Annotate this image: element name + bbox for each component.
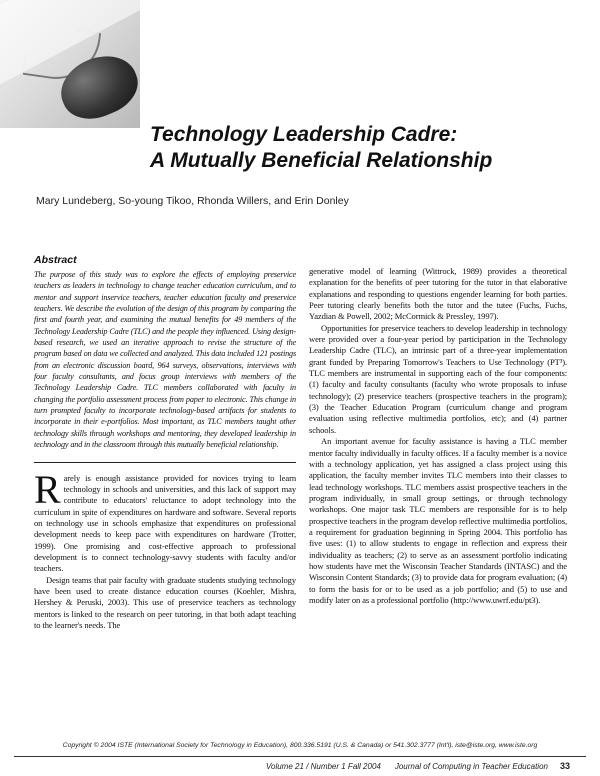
journal-name: Journal of Computing in Teacher Education xyxy=(394,762,548,771)
footer-divider xyxy=(14,756,586,757)
left-column xyxy=(34,254,296,631)
header-photo-computer-mouse xyxy=(0,0,140,128)
volume-info: Volume 21 / Number 1 Fall 2004 xyxy=(265,762,381,771)
article-title xyxy=(150,122,570,174)
abstract-heading: Abstract xyxy=(34,254,77,266)
body-paragraph-2: Opportunities for preservice teachers to develop leadership in technology were provided over a four-year period by participation in the Technology Leadership Cadre (TLC), an intrinsic part of a three-year implementation grant funded by Preparing Tomorrow's Teachers to Use Technology (PT³). TLC members are instrumental in supporting each of the four components: (1) faculty and faculty consultants (faculty who wrote proposals to infuse technology); (2) preservice teachers (prospective teachers in the program); (3) the Teacher Education Program (curriculum change and program evaluation using reflective multimedia portfolios, etc); and (4) partner schools. xyxy=(309,322,567,435)
title-line-2: A Mutually Beneficial Relationship xyxy=(150,149,493,172)
intro-paragraph-1-text: arely is enough assistance provided for novices trying to learn technology in schools and universities, and this lack of support may contribute to educators' reluctance to adopt technology into the curriculum in spite of expenditures on hardware and software. Several reports on technology use in schools emphasize that expenditures on professional development needs to keep pace with expenditures on hardware (Trotter, 1999). One promising and cost-effective approach to professional development is to connect technology-savvy students with faculty and/or teachers. xyxy=(34,472,296,574)
intro-paragraph-2: Design teams that pair faculty with graduate students studying technology have been used to create distance education courses (Koehler, Mishra, Hershey & Peruski, 2003). This use of preservice teachers as technology mentors is linked to the research on peer tutoring, in that both adapt teaching to the learner's needs. The xyxy=(34,574,296,630)
intro-paragraph-1 xyxy=(34,466,296,575)
body-paragraph-1: generative model of learning (Wittrock, 1989) provides a theoretical explanation for the benefits of peer tutoring for the tutor in that elaborative explanations and responding to questions engender learning for both parties. Peer tutoring clearly benefits both the tutor and the tutee (Fuchs, Fuchs, Yazdian & Powell, 2002; McCormick & Pressley, 1997). xyxy=(309,266,567,322)
author-list: Mary Lundeberg, So-young Tikoo, Rhonda Willers, and Erin Donley xyxy=(36,195,349,207)
right-column xyxy=(309,266,567,606)
drop-cap: R xyxy=(34,466,61,512)
abstract-text: The purpose of this study was to explore the effects of employing preservice teachers as leaders in technology to change teacher education curriculum, and to mentor and support inservice teachers, teacher education faculty and preservice teachers. We describe the evolution of the design of this program by comparing the first and fourth year, and examining the mutual benefits for 49 members of the Technology Leadership Cadre (TLC) and the people they influenced. Using design-based research, we used an iterative approach to revise the structure of the program based on data we collected and analyzed. This data included 121 postings from an electronic discussion board, 964 surveys, observations, interviews with four faculty consultants, and focus group interviews with members of the Technology Leadership Cadre. TLC members collaborated with faculty in changing the portfolio assessment process from paper to electronic. This change in turn prompted faculty to incorporate technology-based artifacts for students to incorporate in their e-portfolios. Most important, as TLC members taught other technology skills through workshops and mentoring, they developed leadership in technology and in the classroom through this mutually beneficial relationship. xyxy=(34,270,296,450)
page-footer xyxy=(266,761,570,771)
body-paragraph-3: An important avenue for faculty assistance is having a TLC member mentor faculty individually in faculty offices. If a faculty member is a novice with a technology application, yet has assigned a class project using this application, the faculty member invites TLC members into their classes to lead technology workshops. TLC members assist prospective teachers in the program individually, in small group settings, or through technology workshops. One major task TLC members are responsible for is to help prospective teachers in the program develop reflective multimedia portfolios, a requirement for graduation beginning in Spring 2004. This portfolio has five uses: (1) to allow students to engage in reflection and express their individuality as teachers; (2) to serve as an assessment portfolio indicating how students have met the Wisconsin Teacher Standards (INTASC) and the Wisconsin Content Standards; (3) to provide data for program evaluation; (4) to form the basis for or to be used as a job portfolio; and (5) to use and modify later on as a professional portfolio (http://www.uwrf.edu/pt3). xyxy=(309,436,567,605)
abstract-divider xyxy=(34,462,296,463)
page-number: 33 xyxy=(559,761,570,771)
title-line-1: Technology Leadership Cadre: xyxy=(150,123,458,146)
copyright-notice: Copyright © 2004 ISTE (International Society for Technology in Education), 800.336.5191 (U.S. & Canada) or 541.302.3777 (Int'l), iste@iste.org, www.iste.org xyxy=(62,742,538,749)
